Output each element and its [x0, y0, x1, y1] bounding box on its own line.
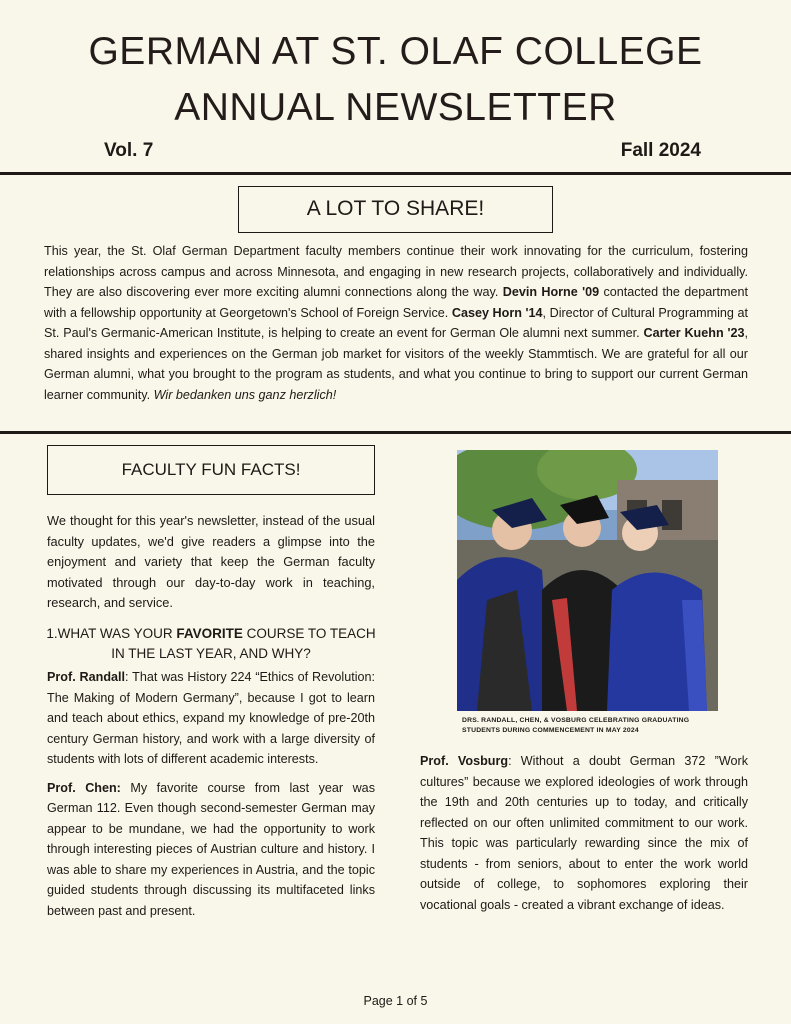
professor-name: Prof. Vosburg [420, 754, 509, 768]
question-emphasis: FAVORITE [176, 626, 243, 641]
photo-caption: DRS. RANDALL, CHEN, & VOSBURG CELEBRATING GRADUATING STUDENTS DURING COMMENCEMENT IN MAY 2024 [462, 717, 690, 734]
alumni-text: , shared insights and experiences on the German job market for visitors of the weekly Stammtisch. We are grateful for all our German alumni, what you brought to the program as students, and what you continue to bring to support our current German learner community. [44, 326, 748, 402]
page-number: Page 1 of 5 [363, 994, 428, 1008]
faculty-heading-box [47, 445, 375, 495]
title-line-2: ANNUAL NEWSLETTER [174, 86, 617, 129]
intro-text: This year, the St. Olaf German Department faculty members continue their work innovating for the curriculum, fostering relationships across campus and across Minnesota, and engaging in new research projects, collaboratively and individually. They are also discovering ever more exciting alumni connections along the way. [44, 244, 748, 299]
question-text: COURSE TO TEACH IN THE LAST YEAR, AND WHY? [111, 626, 376, 661]
volume-label: Vol. 7 [104, 140, 154, 161]
faculty-intro-text: We thought for this year's newsletter, instead of the usual faculty updates, we'd give readers a glimpse into the enjoyment and variety that keep the German faculty motivated through our day-to-day work in teaching, research, and service. [47, 513, 375, 610]
vosburg-answer [420, 751, 748, 915]
faculty-heading: FACULTY FUN FACTS! [121, 460, 301, 479]
header-divider [0, 172, 791, 175]
alumni-text: , Director of Cultural Programming at St. Paul's Germanic-American Institute, is helping to create an event for German Ole alumni next summer. [44, 305, 748, 340]
professor-name: Prof. Chen: [47, 780, 121, 795]
chen-answer [47, 778, 375, 922]
professor-name: Prof. Randall [47, 670, 126, 684]
alumni-text: contacted the department with a fellowship opportunity at Georgetown's School of Foreign Service. [44, 285, 748, 320]
intro-heading-box [238, 186, 553, 233]
faculty-photo [457, 450, 718, 711]
answer-text: My favorite course from last year was German 112. Even though second-semester German may appear to be mundane, we had the opportunity to work through interesting pieces of Austrian culture and history. I was able to share my experiences in Austria, and the topic guided students through discussing its multifaceted links between past and present. [47, 780, 375, 918]
alumni-name: Carter Kuehn '23 [643, 326, 745, 340]
alumni-name: Casey Horn '14 [451, 305, 543, 320]
randall-answer [47, 667, 375, 770]
section-divider [0, 431, 791, 434]
question-text: 1.WHAT WAS YOUR [46, 626, 177, 641]
closing-thanks: Wir bedanken uns ganz herzlich! [153, 387, 337, 402]
right-answers [420, 751, 748, 923]
left-answers [47, 667, 375, 929]
issue-date: Fall 2024 [620, 140, 701, 161]
faculty-intro [47, 511, 375, 614]
newsletter-title [0, 24, 791, 136]
title-line-1: GERMAN AT ST. OLAF COLLEGE [88, 30, 703, 73]
intro-paragraph [44, 241, 748, 405]
alumni-name: Devin Horne '09 [502, 285, 600, 299]
answer-text: : Without a doubt German 372 ”Work cultures” because we explored ideologies of work through the 19th and 20th centuries up to today, and critically reflected on our often unlimited commitment to our work. This topic was particularly rewarding since the mix of students - from seniors, about to enter the work world outside of college, to sophomores exploring their vocational goals - created a vibrant exchange of ideas. [420, 754, 749, 912]
question-heading [46, 624, 376, 664]
answer-text: : That was History 224 “Ethics of Revolution: The Making of Modern Germany”, because I got to learn and teach about ethics, expand my knowledge of pre-20th century German history, and work with a large diversity of students with lots of different academic interests. [47, 670, 376, 766]
intro-heading: A LOT TO SHARE! [306, 197, 485, 220]
